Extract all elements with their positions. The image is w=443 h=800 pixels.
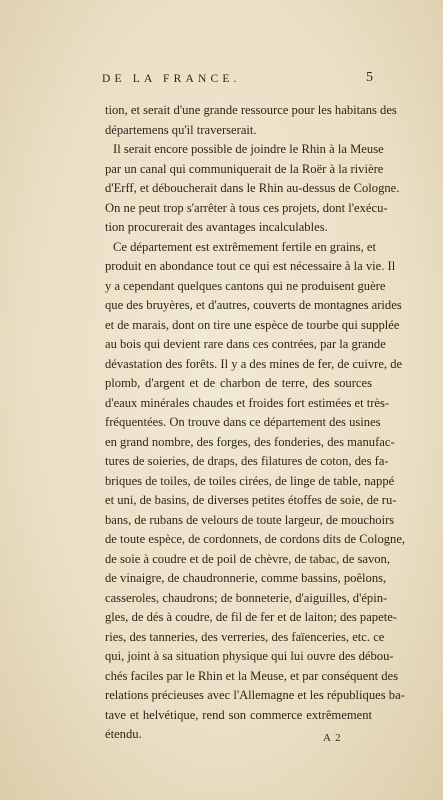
- text-line: tion procurerait des avantages incalculables.: [105, 220, 328, 234]
- text-line: par un canal qui communiquerait de la Roër à la rivière: [105, 161, 384, 176]
- text-line: en grand nombre, des forges, des fonderies, des manufac-: [105, 434, 395, 449]
- text-line: que des bruyères, et d'autres, couverts de montagnes arides: [105, 298, 402, 312]
- text-line: d'Erff, et déboucherait dans le Rhin au-dessus de Cologne.: [105, 181, 400, 195]
- text-line: ries, des tanneries, des verreries, des faïenceries, etc. ce: [105, 629, 385, 644]
- text-line: dévastation des forêts. Il y a des mines de fer, de cuivre, de: [105, 356, 403, 371]
- text-line: fréquentées. On trouve dans ce département des usines: [105, 415, 381, 429]
- text-line: gles, de dés à coudre, de fil de fer et de laiton; des papete-: [105, 610, 397, 624]
- text-line: chés faciles par le Rhin et la Meuse, et par conséquent des: [105, 668, 399, 683]
- text-line: relations précieuses avec l'Allemagne et les républiques ba-: [105, 688, 405, 702]
- signature-mark: A 2: [323, 732, 342, 744]
- text-line: On ne peut trop s'arrêter à tous ces projets, dont l'exécu-: [105, 200, 388, 215]
- text-line: étendu.: [105, 727, 142, 741]
- text-line: produit en abondance tout ce qui est nécessaire à la vie. Il: [105, 259, 396, 273]
- text-line: d'eaux minérales chaudes et froides fort estimées et très-: [105, 395, 390, 410]
- text-line: et de marais, dont on tire une espèce de tourbe qui supplée: [105, 317, 400, 332]
- text-line: tave et helvétique, rend son commerce extrêmement: [105, 707, 372, 722]
- text-line: casseroles, chaudrons; de bonneterie, d'aiguilles, d'épin-: [105, 590, 388, 605]
- text-line: tion, et serait d'une grande ressource pour les habitans des: [105, 103, 397, 117]
- text-line: départemens qu'il traverserait.: [105, 122, 257, 137]
- text-line: tures de soieries, de draps, des filatures de coton, des fa-: [105, 454, 389, 468]
- text-line: Il serait encore possible de joindre le Rhin à la Meuse: [113, 142, 384, 156]
- body-text: [105, 101, 406, 745]
- text-line: de soie à coudre et de poil de chèvre, de tabac, de savon,: [105, 551, 390, 566]
- text-line: de toute espèce, de cordonnets, de cordons dits de Cologne,: [105, 532, 406, 546]
- text-line: bans, de rubans de velours de toute largeur, de mouchoirs: [105, 512, 395, 527]
- page-number: 5: [366, 70, 373, 85]
- text-line: de vinaigre, de chaudronnerie, comme bassins, poêlons,: [105, 571, 387, 585]
- text-line: Ce département est extrêmement fertile en grains, et: [113, 239, 376, 254]
- running-head: DE LA FRANCE.: [102, 73, 241, 85]
- text-line: y a cependant quelques cantons qui ne produisent guère: [105, 278, 386, 293]
- text-line: briques de toiles, de toiles cirées, de linge de table, nappé: [105, 473, 395, 488]
- text-line: qui, joint à sa situation physique qui lui ouvre des débou-: [105, 649, 394, 663]
- text-line: au bois qui devient rare dans ces contrées, par la grande: [105, 337, 386, 351]
- text-line: et uni, de basins, de diverses petites étoffes de soie, de ru-: [105, 493, 397, 507]
- text-line: plomb, d'argent et de charbon de terre, des sources: [105, 376, 372, 390]
